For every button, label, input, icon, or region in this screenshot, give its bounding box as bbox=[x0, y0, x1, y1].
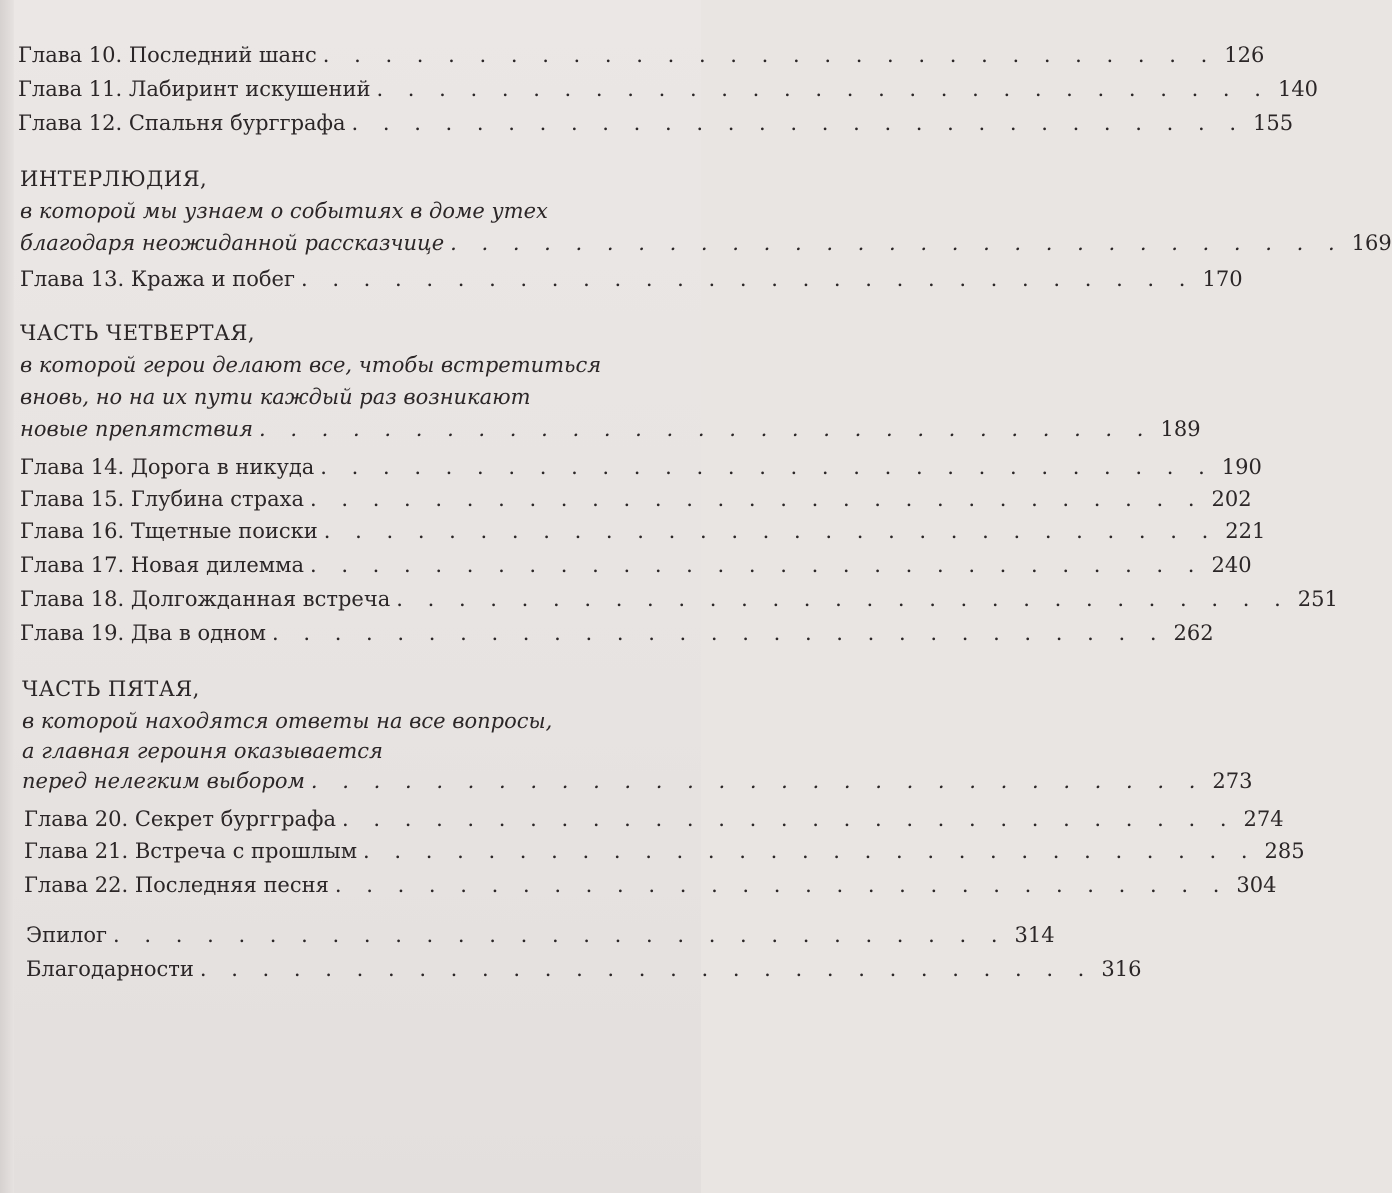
toc-entry-chapter-16[interactable] bbox=[20, 514, 1266, 548]
toc-entry-page: 221 bbox=[1225, 519, 1266, 543]
toc-entry-chapter-19[interactable] bbox=[20, 616, 1214, 650]
leader-dots: . . . . . . . . . . . . . . . . . . . . . . . . . . . . . bbox=[334, 873, 1229, 897]
toc-entry-chapter-15[interactable] bbox=[20, 482, 1252, 516]
part-four-heading: ЧАСТЬ ЧЕТВЕРТАЯ, bbox=[20, 321, 256, 345]
toc-entry-page: 126 bbox=[1224, 43, 1265, 67]
leader-dots: . . . . . . . . . . . . . . . . . . . . . . . . . . . . . bbox=[300, 267, 1195, 291]
toc-entry-chapter-13[interactable] bbox=[20, 262, 1243, 296]
toc-entry-page: 169 bbox=[1351, 231, 1392, 255]
toc-entry-title: Глава 22. Последняя песня bbox=[24, 873, 329, 897]
toc-entry-title: Глава 15. Глубина страха bbox=[20, 487, 304, 511]
toc-entry-title: Глава 17. Новая дилемма bbox=[20, 553, 304, 577]
leader-dots: . . . . . . . . . . . . . . . . . . . . . . . . . . . . . bbox=[342, 807, 1236, 831]
part-four-subtitle-line-1: в которой герои делают все, чтобы встретиться bbox=[20, 353, 602, 377]
toc-entry-title: Эпилог bbox=[26, 923, 108, 947]
leader-dots: . . . . . . . . . . . . . . . . . . . . . . . . . . . . . bbox=[396, 587, 1290, 611]
toc-entry-page: 140 bbox=[1277, 77, 1319, 101]
leader-dots: . . . . . . . . . . . . . . . . . . . . . . . . . . . . . bbox=[450, 231, 1344, 255]
toc-entry-page: 274 bbox=[1243, 807, 1284, 831]
leader-dots: . . . . . . . . . . . . . . . . . . . . . . . . . . . . . bbox=[310, 487, 1204, 511]
toc-entry-title: Глава 16. Тщетные поиски bbox=[20, 519, 318, 543]
toc-entry-title: Глава 10. Последний шанс bbox=[18, 43, 317, 67]
leader-dots: . . . . . . . . . . . . . . . . . . . . . . . . . . . . . bbox=[323, 519, 1218, 543]
part-five-heading: ЧАСТЬ ПЯТАЯ, bbox=[22, 677, 200, 701]
leader-dots: . . . . . . . . . . . . . . . . . . . . . . . . . . . . . bbox=[376, 77, 1270, 101]
part-five-subtitle-line-1: в которой находятся ответы на все вопросы, bbox=[22, 709, 553, 733]
toc-entry-chapter-18[interactable] bbox=[20, 582, 1338, 616]
toc-entry-page: 316 bbox=[1101, 957, 1142, 981]
toc-entry-title: перед нелегким выбором bbox=[22, 769, 305, 793]
toc-entry-page: 155 bbox=[1253, 111, 1294, 135]
toc-entry-page: 240 bbox=[1211, 553, 1252, 577]
toc-entry-title: благодаря неожиданной рассказчице bbox=[20, 231, 445, 255]
toc-entry-page: 285 bbox=[1264, 839, 1305, 863]
leader-dots: . . . . . . . . . . . . . . . . . . . . . . . . . . . . . bbox=[199, 957, 1094, 981]
toc-entry-page: 251 bbox=[1297, 587, 1338, 611]
interlude-subtitle-line-1: в которой мы узнаем о событиях в доме утех bbox=[20, 199, 548, 223]
toc-entry-chapter-17[interactable] bbox=[20, 548, 1252, 582]
leader-dots: . . . . . . . . . . . . . . . . . . . . . . . . . . . . . bbox=[309, 553, 1204, 577]
toc-entry-chapter-14[interactable] bbox=[20, 450, 1262, 484]
toc-entry-page: 189 bbox=[1160, 417, 1201, 441]
interlude-heading: ИНТЕРЛЮДИЯ, bbox=[20, 167, 208, 191]
toc-entry-page: 273 bbox=[1212, 769, 1253, 793]
toc-entry-page: 262 bbox=[1173, 621, 1214, 645]
leader-dots: . . . . . . . . . . . . . . . . . . . . . . . . . . . . . bbox=[258, 417, 1153, 441]
toc-entry-title: Глава 11. Лабиринт искушений bbox=[18, 77, 371, 101]
leader-dots: . . . . . . . . . . . . . . . . . . . . . . . . . . . . . bbox=[320, 455, 1214, 479]
toc-entry-interlude[interactable] bbox=[20, 226, 1392, 260]
toc-entry-page: 314 bbox=[1014, 923, 1055, 947]
toc-entry-epilogue[interactable] bbox=[26, 918, 1055, 952]
leader-dots: . . . . . . . . . . . . . . . . . . . . . . . . . . . . . bbox=[363, 839, 1257, 863]
toc-entry-page: 170 bbox=[1202, 267, 1243, 291]
leader-dots: . . . . . . . . . . . . . . . . . . . . . . . . . . . . . bbox=[351, 111, 1245, 135]
toc-entry-page: 304 bbox=[1236, 873, 1277, 897]
leader-dots: . . . . . . . . . . . . . . . . . . . . . . . . . . . . . bbox=[272, 621, 1166, 645]
toc-entry-chapter-10[interactable] bbox=[18, 38, 1265, 72]
toc-entry-title: Глава 18. Долгожданная встреча bbox=[20, 587, 391, 611]
page-fold-shadow bbox=[0, 0, 14, 1193]
toc-entry-page: 202 bbox=[1211, 487, 1252, 511]
toc-entry-page: 190 bbox=[1221, 455, 1262, 479]
toc-entry-chapter-11[interactable] bbox=[18, 72, 1319, 106]
toc-entry-title: новые препятствия bbox=[20, 417, 253, 441]
toc-entry-title: Глава 13. Кража и побег bbox=[20, 267, 295, 291]
leader-dots: . . . . . . . . . . . . . . . . . . . . . . . . . . . . . bbox=[113, 923, 1007, 947]
toc-entry-chapter-21[interactable] bbox=[24, 834, 1305, 868]
part-five-subtitle-line-2: а главная героиня оказывается bbox=[22, 739, 383, 763]
leader-dots: . . . . . . . . . . . . . . . . . . . . . . . . . . . . . bbox=[310, 769, 1205, 793]
toc-entry-chapter-12[interactable] bbox=[18, 106, 1294, 140]
toc-entry-chapter-22[interactable] bbox=[24, 868, 1277, 902]
toc-entry-part-five[interactable] bbox=[22, 764, 1253, 798]
toc-entry-acknowledgements[interactable] bbox=[26, 952, 1142, 986]
toc-entry-title: Глава 19. Два в одном bbox=[20, 621, 266, 645]
toc-entry-chapter-20[interactable] bbox=[24, 802, 1284, 836]
toc-entry-title: Благодарности bbox=[26, 957, 194, 981]
part-four-subtitle-line-2: вновь, но на их пути каждый раз возникают bbox=[20, 385, 531, 409]
toc-entry-title: Глава 12. Спальня бургграфа bbox=[18, 111, 346, 135]
toc-entry-title: Глава 20. Секрет бургграфа bbox=[24, 807, 337, 831]
toc-entry-title: Глава 21. Встреча с прошлым bbox=[24, 839, 358, 863]
leader-dots: . . . . . . . . . . . . . . . . . . . . . . . . . . . . . bbox=[322, 43, 1217, 67]
toc-entry-part-four[interactable] bbox=[20, 412, 1201, 446]
toc-entry-title: Глава 14. Дорога в никуда bbox=[20, 455, 315, 479]
